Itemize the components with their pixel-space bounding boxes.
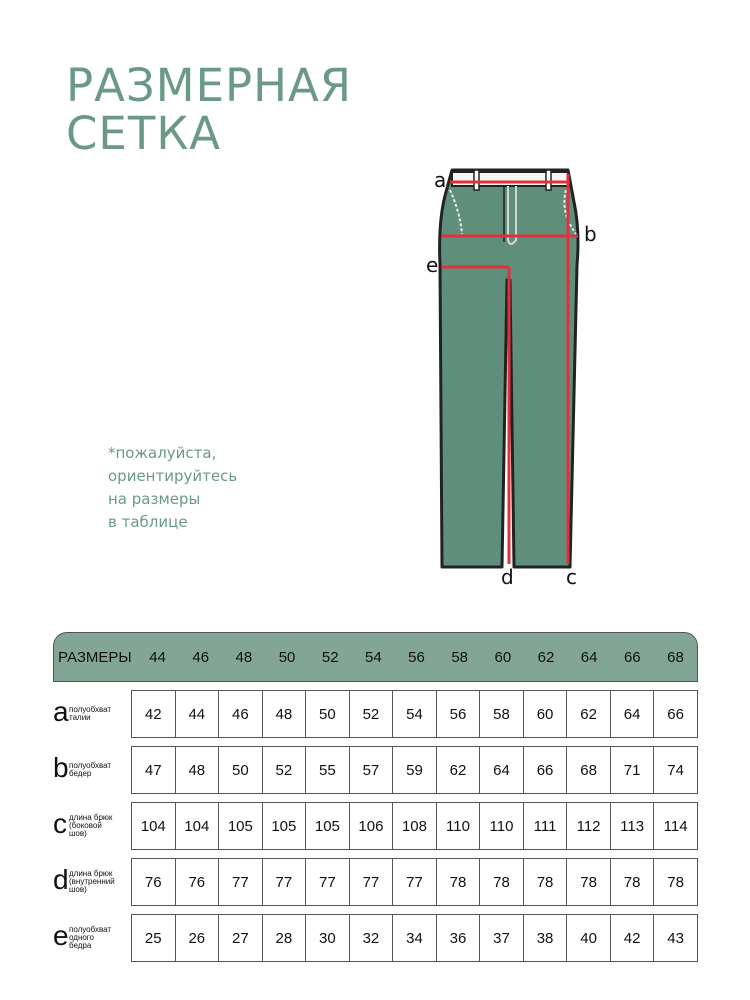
- note-line-3: на размеры: [108, 490, 201, 508]
- table-cell: 42: [131, 690, 176, 738]
- table-cell: 50: [218, 746, 263, 794]
- table-cell: 27: [218, 914, 263, 962]
- table-row: [53, 746, 698, 794]
- desc-line: (боковой: [69, 821, 102, 830]
- size-header-cell: 54: [365, 648, 382, 666]
- table-cell: 64: [479, 746, 524, 794]
- table-cell: 42: [610, 914, 655, 962]
- title-line-1: РАЗМЕРНАЯ: [66, 59, 353, 112]
- note-line-4: в таблице: [108, 513, 188, 531]
- table-cell: 44: [175, 690, 220, 738]
- table-cell: 78: [653, 858, 698, 906]
- size-header-cell: 56: [408, 648, 425, 666]
- row-description: [69, 706, 111, 722]
- row-label: [53, 914, 128, 962]
- table-cell: 32: [349, 914, 394, 962]
- label-d: d: [501, 565, 514, 589]
- table-cell: 111: [523, 802, 568, 850]
- desc-line: полуобхват: [69, 925, 112, 934]
- row-label: [53, 802, 128, 850]
- table-cell: 78: [566, 858, 611, 906]
- sizes-header-label: РАЗМЕРЫ: [58, 648, 132, 666]
- table-cell: 62: [436, 746, 481, 794]
- table-cell: 113: [610, 802, 655, 850]
- row-letter: d: [53, 864, 69, 895]
- table-row: [53, 914, 698, 962]
- table-cell: 48: [175, 746, 220, 794]
- desc-line: талии: [69, 713, 91, 722]
- desc-line: шов): [69, 885, 87, 894]
- table-cell: 105: [262, 802, 307, 850]
- table-cell: 57: [349, 746, 394, 794]
- table-cell: 68: [566, 746, 611, 794]
- size-header-cell: 50: [278, 648, 296, 666]
- table-cell: 28: [262, 914, 307, 962]
- row-description: [69, 926, 111, 950]
- note-line-2: ориентируйтесь: [108, 467, 238, 485]
- table-cell: 112: [566, 802, 611, 850]
- size-header-cell: 46: [192, 648, 210, 666]
- table-cell: 76: [131, 858, 176, 906]
- title-line-2: СЕТКА: [66, 107, 222, 160]
- size-note: [108, 442, 237, 534]
- table-cell: 71: [610, 746, 655, 794]
- belt-loop: [546, 170, 551, 190]
- table-cell: 60: [523, 690, 568, 738]
- row-letter: b: [53, 752, 69, 783]
- size-header-cell: 60: [494, 648, 512, 666]
- table-cell: 55: [305, 746, 350, 794]
- table-cell: 64: [610, 690, 655, 738]
- row-label: [53, 746, 128, 794]
- table-cell: 37: [479, 914, 524, 962]
- size-table-header: [53, 632, 698, 682]
- note-line-1: *пожалуйста,: [108, 444, 217, 462]
- size-table: [53, 632, 698, 962]
- table-row: [53, 858, 698, 906]
- label-a: a: [434, 168, 447, 192]
- table-cell: 50: [305, 690, 350, 738]
- table-cell: 30: [305, 914, 350, 962]
- desc-line: одного: [69, 933, 94, 942]
- table-cell: 66: [523, 746, 568, 794]
- desc-line: длина брюк: [69, 813, 113, 822]
- size-header-cell: 62: [537, 648, 555, 666]
- desc-line: (внутренний: [69, 877, 115, 886]
- table-cell: 62: [566, 690, 611, 738]
- row-letter: e: [53, 920, 69, 951]
- row-letter: a: [53, 696, 69, 727]
- desc-line: полуобхват: [69, 761, 112, 770]
- table-cell: 46: [218, 690, 263, 738]
- row-label: [53, 690, 128, 738]
- table-cell: 105: [305, 802, 350, 850]
- table-cell: 108: [392, 802, 437, 850]
- row-description: [69, 814, 112, 838]
- table-cell: 105: [218, 802, 263, 850]
- table-cell: 77: [392, 858, 437, 906]
- table-cell: 77: [349, 858, 394, 906]
- table-cell: 104: [131, 802, 176, 850]
- size-header-cell: 44: [149, 648, 166, 666]
- label-c: c: [566, 565, 577, 589]
- table-cell: 40: [566, 914, 611, 962]
- table-cell: 77: [305, 858, 350, 906]
- page-title: [66, 59, 353, 160]
- size-header-cell: 64: [580, 648, 598, 666]
- table-cell: 43: [653, 914, 698, 962]
- table-cell: 52: [349, 690, 394, 738]
- table-cell: 52: [262, 746, 307, 794]
- table-cell: 34: [392, 914, 437, 962]
- row-description: [69, 762, 111, 778]
- table-cell: 78: [523, 858, 568, 906]
- table-cell: 78: [436, 858, 481, 906]
- desc-line: бедра: [69, 941, 92, 950]
- table-cell: 66: [653, 690, 698, 738]
- label-b: b: [584, 222, 597, 246]
- row-label: [53, 858, 128, 906]
- row-description: [69, 870, 115, 894]
- table-cell: 58: [479, 690, 524, 738]
- table-cell: 110: [436, 802, 481, 850]
- table-cell: 59: [392, 746, 437, 794]
- table-cell: 106: [349, 802, 394, 850]
- desc-line: шов): [69, 829, 87, 838]
- table-cell: 48: [262, 690, 307, 738]
- size-header-cell: 52: [321, 648, 339, 666]
- row-letter: c: [53, 808, 67, 839]
- table-cell: 77: [218, 858, 263, 906]
- table-cell: 56: [436, 690, 481, 738]
- table-row: [53, 802, 698, 850]
- table-cell: 74: [653, 746, 698, 794]
- desc-line: длина брюк: [69, 869, 113, 878]
- table-cell: 110: [479, 802, 524, 850]
- table-cell: 78: [479, 858, 524, 906]
- desc-line: бедер: [69, 769, 92, 778]
- table-cell: 36: [436, 914, 481, 962]
- belt-loop: [474, 170, 479, 190]
- table-cell: 38: [523, 914, 568, 962]
- table-cell: 54: [392, 690, 437, 738]
- table-cell: 47: [131, 746, 176, 794]
- table-row: [53, 690, 698, 738]
- table-cell: 76: [175, 858, 220, 906]
- table-cell: 77: [262, 858, 307, 906]
- table-cell: 78: [610, 858, 655, 906]
- size-header-cell: 48: [235, 648, 253, 666]
- table-cell: 114: [653, 802, 698, 850]
- table-cell: 104: [175, 802, 220, 850]
- table-cell: 26: [175, 914, 220, 962]
- size-header-cell: 58: [451, 648, 469, 666]
- table-cell: 25: [131, 914, 176, 962]
- label-e: e: [426, 253, 439, 277]
- pants-measurement-diagram: [400, 140, 620, 600]
- size-header-cell: 68: [667, 648, 684, 666]
- desc-line: полуобхват: [69, 705, 112, 714]
- size-header-cell: 66: [623, 648, 641, 666]
